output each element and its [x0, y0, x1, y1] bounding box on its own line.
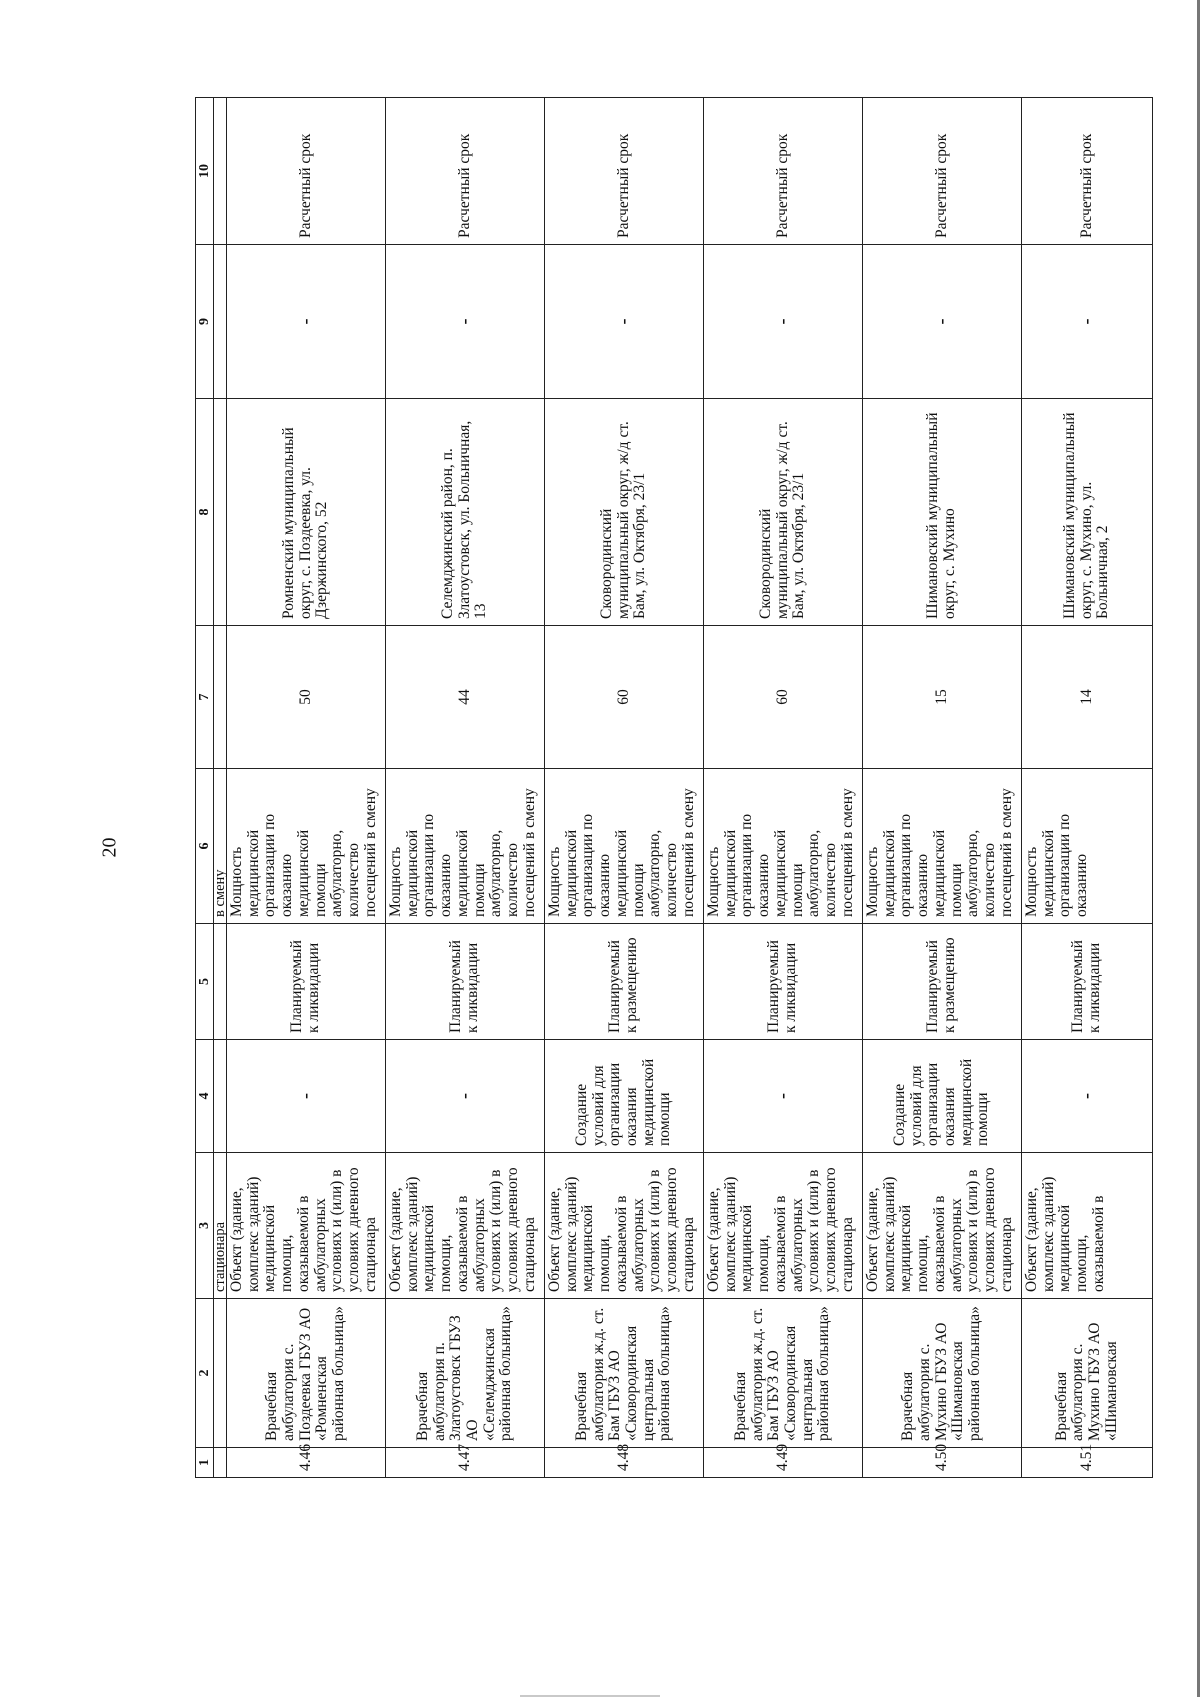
carryover-characteristic-text: в смену [214, 769, 227, 924]
table-row [1022, 98, 1153, 1478]
column-header: 1 [196, 1448, 214, 1478]
capacity-value: 15 [863, 626, 1022, 769]
table-row [545, 98, 704, 1478]
facility-name: Врачебная амбулатория с. Мухино ГБУЗ АО «Шимановская [1022, 1299, 1153, 1448]
table-row [386, 98, 545, 1478]
table-row [227, 98, 386, 1478]
characteristic: Мощность медицинской организации по оказанию медицинской помощи амбулаторно, количество посещений в смену [545, 769, 704, 924]
location: Ромненский муниципальный округ, с. Поздеевка, ул. Дзержинского, 52 [227, 399, 386, 626]
table-row [863, 98, 1022, 1478]
purpose: Создание условий для организации оказания медицинской помощи [545, 1040, 704, 1153]
purpose: - [386, 1040, 545, 1153]
table-cell [214, 245, 227, 399]
object-type: Объект (здание, комплекс зданий) медицинской помощи, оказываемой в амбулаторных условиях и (или) в условиях дневного стационара [386, 1153, 545, 1299]
facilities-table [195, 97, 1153, 1478]
status: Планируемый к ликвидации [386, 924, 545, 1040]
column-header: 8 [196, 399, 214, 626]
table-cell [214, 924, 227, 1040]
facility-name: Врачебная амбулатория ж.д. ст. Бам ГБУЗ АО «Сковородинская центральная районная больница» [704, 1299, 863, 1448]
status: Планируемый к ликвидации [704, 924, 863, 1040]
column-header: 3 [196, 1153, 214, 1299]
facility-name: Врачебная амбулатория с. Поздеевка ГБУЗ АО «Ромненская районная больница» [227, 1299, 386, 1448]
column-header: 6 [196, 769, 214, 924]
term: Расчетный срок [545, 98, 704, 245]
row-number: 4.46 [227, 1448, 386, 1478]
column-header: 4 [196, 1040, 214, 1153]
characteristic: Мощность медицинской организации по оказанию медицинской помощи амбулаторно, количество посещений в смену [863, 769, 1022, 924]
characteristic: Мощность медицинской организации по оказанию [1022, 769, 1153, 924]
purpose: Создание условий для организации оказания медицинской помощи [863, 1040, 1022, 1153]
location: Шимановский муниципальный округ, с. Мухино [863, 399, 1022, 626]
table-cell [214, 1448, 227, 1478]
term: Расчетный срок [704, 98, 863, 245]
capacity-value: 60 [545, 626, 704, 769]
carryover-row [214, 98, 227, 1478]
location: Сковородинский муниципальный округ, ж/д ст. Бам, ул. Октября, 23/1 [704, 399, 863, 626]
location: Селемджинский район, п. Златоустовск, ул. Больничная, 13 [386, 399, 545, 626]
status: Планируемый к ликвидации [227, 924, 386, 1040]
location: Сковородинский муниципальный округ, ж/д ст. Бам, ул. Октября, 23/1 [545, 399, 704, 626]
characteristic: Мощность медицинской организации по оказанию медицинской помощи амбулаторно, количество посещений в смену [386, 769, 545, 924]
term: Расчетный срок [863, 98, 1022, 245]
table-cell [214, 98, 227, 245]
object-type: Объект (здание, комплекс зданий) медицинской помощи, оказываемой в амбулаторных условиях и (или) в условиях дневного стационара [863, 1153, 1022, 1299]
zone: - [863, 245, 1022, 399]
row-number: 4.51 [1022, 1448, 1153, 1478]
status: Планируемый к ликвидации [1022, 924, 1153, 1040]
column-header: 9 [196, 245, 214, 399]
term: Расчетный срок [227, 98, 386, 245]
purpose: - [227, 1040, 386, 1153]
facility-name: Врачебная амбулатория с. Мухино ГБУЗ АО «Шимановская районная больница» [863, 1299, 1022, 1448]
table-cell [214, 626, 227, 769]
term: Расчетный срок [386, 98, 545, 245]
carryover-object-text: стационара [214, 1153, 227, 1299]
facility-name: Врачебная амбулатория ж.д. ст. Бам ГБУЗ АО «Сковородинская центральная районная больница» [545, 1299, 704, 1448]
row-number: 4.49 [704, 1448, 863, 1478]
row-number: 4.50 [863, 1448, 1022, 1478]
column-header: 5 [196, 924, 214, 1040]
zone: - [386, 245, 545, 399]
zone: - [545, 245, 704, 399]
capacity-value: 50 [227, 626, 386, 769]
facility-name: Врачебная амбулатория п. Златоустовск ГБУЗ АО «Селемджинская районная больница» [386, 1299, 545, 1448]
term: Расчетный срок [1022, 98, 1153, 245]
column-header: 7 [196, 626, 214, 769]
row-number: 4.48 [545, 1448, 704, 1478]
row-number: 4.47 [386, 1448, 545, 1478]
zone: - [704, 245, 863, 399]
column-header: 10 [196, 98, 214, 245]
object-type: Объект (здание, комплекс зданий) медицинской помощи, оказываемой в амбулаторных условиях и (или) в условиях дневного стационара [545, 1153, 704, 1299]
location: Шимановский муниципальный округ, с. Мухино, ул. Больничная, 2 [1022, 399, 1153, 626]
status: Планируемый к размещению [545, 924, 704, 1040]
page-number: 20 [98, 837, 121, 858]
table-cell [214, 399, 227, 626]
column-header: 2 [196, 1299, 214, 1448]
zone: - [1022, 245, 1153, 399]
characteristic: Мощность медицинской организации по оказанию медицинской помощи амбулаторно, количество посещений в смену [704, 769, 863, 924]
object-type: Объект (здание, комплекс зданий) медицинской помощи, оказываемой в [1022, 1153, 1153, 1299]
table-row [704, 98, 863, 1478]
capacity-value: 44 [386, 626, 545, 769]
header-row [196, 98, 214, 1478]
table-cell [214, 1299, 227, 1448]
capacity-value: 14 [1022, 626, 1153, 769]
capacity-value: 60 [704, 626, 863, 769]
object-type: Объект (здание, комплекс зданий) медицинской помощи, оказываемой в амбулаторных условиях и (или) в условиях дневного стационара [227, 1153, 386, 1299]
status: Планируемый к размещению [863, 924, 1022, 1040]
zone: - [227, 245, 386, 399]
object-type: Объект (здание, комплекс зданий) медицинской помощи, оказываемой в амбулаторных условиях и (или) в условиях дневного стационара [704, 1153, 863, 1299]
table-cell [214, 1040, 227, 1153]
facilities-table-wrapper [195, 98, 1119, 1478]
purpose: - [704, 1040, 863, 1153]
purpose: - [1022, 1040, 1153, 1153]
characteristic: Мощность медицинской организации по оказанию медицинской помощи амбулаторно, количество посещений в смену [227, 769, 386, 924]
